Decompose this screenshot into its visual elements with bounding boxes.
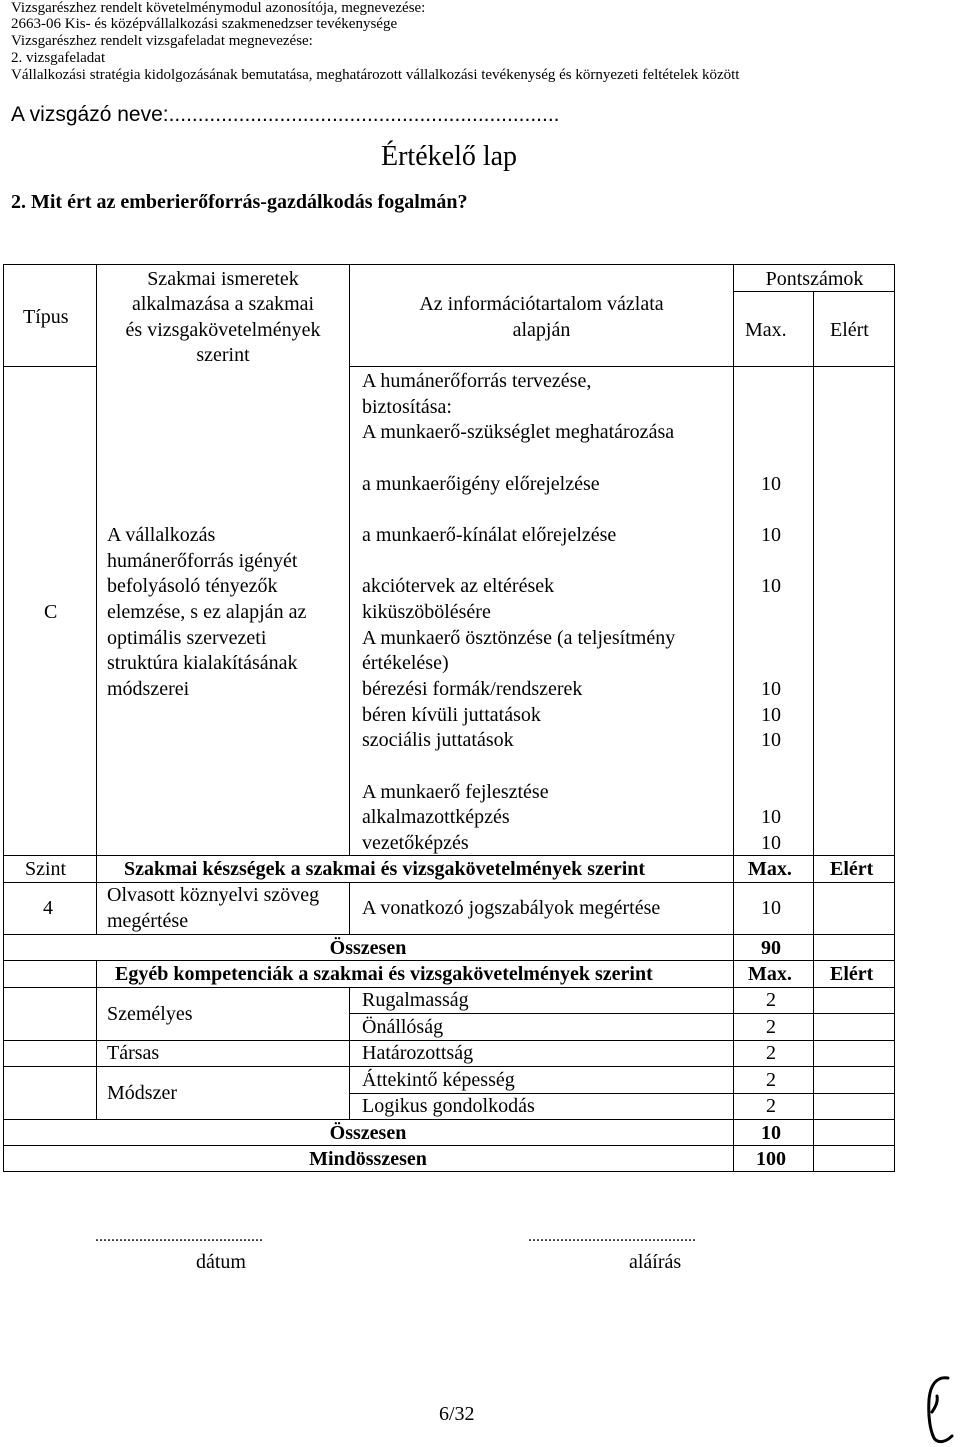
- question-heading: 2. Mit ért az emberierőforrás-gazdálkodás fogalmán?: [11, 191, 468, 213]
- content-row-max: 10: [761, 832, 781, 854]
- other-header-label: Egyéb kompetenciák a szakmai és vizsgakövetelmények szerint: [115, 963, 653, 985]
- topic-line: humánerőforrás igényét: [107, 550, 298, 572]
- date-dots[interactable]: ..........................................: [95, 1228, 263, 1245]
- date-label: dátum: [196, 1251, 246, 1273]
- signature-label: aláírás: [629, 1251, 682, 1273]
- handwritten-signature-icon: [918, 1372, 960, 1447]
- competency-name: Áttekintő képesség: [362, 1069, 515, 1091]
- skill-name-1: Olvasott köznyelvi szöveg: [107, 884, 320, 906]
- header-line-2: 2663-06 Kis- és középvállalkozási szakmenedzser tevékenysége: [11, 16, 398, 32]
- candidate-name-field[interactable]: A vizsgázó neve:...................................................................: [11, 103, 560, 126]
- header-line-4: 2. vizsgafeladat: [11, 50, 106, 66]
- competency-max: 2: [766, 1095, 776, 1117]
- content-row-text: értékelése): [362, 652, 449, 674]
- col-header-szakmai-3: és vizsgakövetelmények: [125, 319, 321, 341]
- subtotal1-label: Összesen: [329, 937, 407, 959]
- signature-dots[interactable]: ..........................................: [528, 1228, 696, 1245]
- group-modszer: Módszer: [107, 1082, 177, 1104]
- header-line-3: Vizsgarészhez rendelt vizsgafeladat megnevezése:: [11, 33, 313, 49]
- skills-header-label: Szakmai készségek a szakmai és vizsgakövetelmények szerint: [124, 858, 646, 880]
- subtotal2-value: 10: [761, 1122, 781, 1144]
- col-header-pontszamok: Pontszámok: [765, 268, 864, 290]
- content-row-text: A humánerőforrás tervezése,: [362, 370, 592, 392]
- skill-content: A vonatkozó jogszabályok megértése: [362, 897, 661, 919]
- content-row-text: alkalmazottképzés: [362, 806, 510, 828]
- content-row-max: 10: [761, 678, 781, 700]
- topic-line: A vállalkozás: [107, 524, 216, 546]
- topic-line: módszerei: [107, 678, 190, 700]
- content-row-max: 10: [761, 473, 781, 495]
- content-row-text: A munkaerő fejlesztése: [362, 781, 549, 803]
- col-header-szakmai-2: alkalmazása a szakmai: [131, 293, 315, 315]
- page-title: Értékelő lap: [381, 141, 518, 172]
- header-line-1: Vizsgarészhez rendelt követelménymodul azonosítója, megnevezése:: [11, 0, 426, 16]
- content-row-text: kiküszöbölésére: [362, 601, 491, 623]
- competency-name: Logikus gondolkodás: [362, 1095, 535, 1117]
- other-header-max: Max.: [748, 963, 792, 985]
- content-row-text: A munkaerő-szükséglet meghatározása: [362, 421, 675, 443]
- subtotal1-value: 90: [761, 937, 781, 959]
- content-row-max: 10: [761, 806, 781, 828]
- skills-header-elert: Elért: [830, 858, 874, 880]
- content-row-text: akciótervek az eltérések: [362, 575, 555, 597]
- col-header-tipus: Típus: [23, 306, 69, 328]
- content-row-text: a munkaerőigény előrejelzése: [362, 473, 600, 495]
- topic-line: struktúra kialakításának: [107, 652, 298, 674]
- competency-max: 2: [766, 1042, 776, 1064]
- header-line-5: Vállalkozási stratégia kidolgozásának bemutatása, meghatározott vállalkozási tevékenység és környezeti feltételek között: [11, 67, 740, 83]
- competency-max: 2: [766, 989, 776, 1011]
- competency-name: Határozottság: [362, 1042, 474, 1064]
- competency-max: 2: [766, 1016, 776, 1038]
- competency-name: Önállóság: [362, 1016, 444, 1038]
- content-row-text: A munkaerő ösztönzése (a teljesítmény: [362, 627, 676, 649]
- other-header-elert: Elért: [830, 963, 874, 985]
- col-header-szakmai-1: Szakmai ismeretek: [147, 268, 299, 290]
- group-szemelyes: Személyes: [107, 1003, 193, 1025]
- skill-max: 10: [761, 897, 781, 919]
- col-header-info-2: alapján: [512, 319, 571, 341]
- competency-max: 2: [766, 1069, 776, 1091]
- grand-total-value: 100: [756, 1148, 786, 1170]
- group-tarsas: Társas: [107, 1042, 160, 1064]
- content-row-text: biztosítása:: [362, 396, 452, 418]
- page-number: 6/32: [439, 1403, 475, 1425]
- col-header-info-1: Az információtartalom vázlata: [419, 293, 664, 315]
- topic-line: befolyásoló tényezők: [107, 575, 278, 597]
- col-header-szakmai-4: szerint: [196, 344, 250, 366]
- content-row-text: a munkaerő-kínálat előrejelzése: [362, 524, 617, 546]
- topic-line: optimális szervezeti: [107, 627, 267, 649]
- col-header-max: Max.: [745, 319, 787, 341]
- tipus-value: C: [44, 601, 58, 623]
- grand-total-label: Mindösszesen: [309, 1148, 427, 1170]
- topic-line: elemzése, s ez alapján az: [107, 601, 307, 623]
- content-row-text: béren kívüli juttatások: [362, 704, 541, 726]
- content-row-text: vezetőképzés: [362, 832, 469, 854]
- skills-header-max: Max.: [748, 858, 792, 880]
- col-header-elert: Elért: [830, 319, 869, 341]
- content-row-max: 10: [761, 575, 781, 597]
- competency-name: Rugalmasság: [362, 989, 469, 1011]
- skills-header-szint: Szint: [25, 858, 67, 880]
- content-row-text: bérezési formák/rendszerek: [362, 678, 583, 700]
- content-row-max: 10: [761, 704, 781, 726]
- content-row-max: 10: [761, 729, 781, 751]
- skill-name-2: megértése: [107, 910, 189, 932]
- skill-level: 4: [43, 897, 53, 919]
- subtotal2-label: Összesen: [329, 1122, 407, 1144]
- content-row-text: szociális juttatások: [362, 729, 514, 751]
- content-row-max: 10: [761, 524, 781, 546]
